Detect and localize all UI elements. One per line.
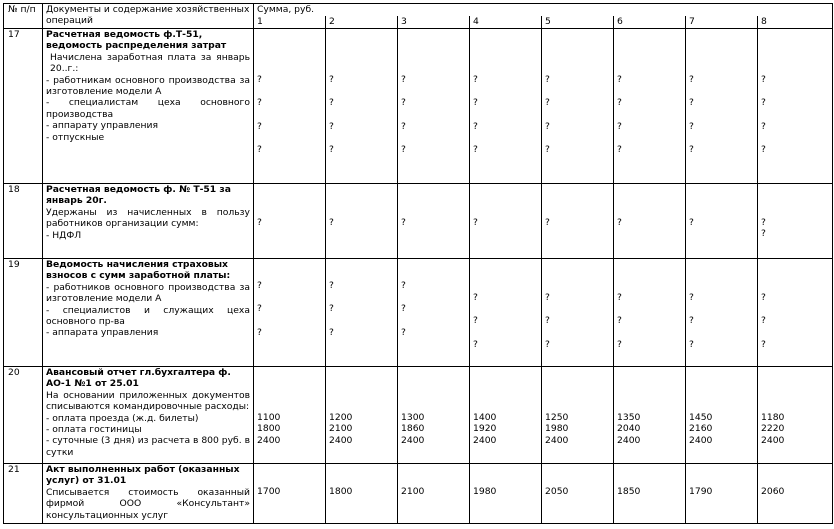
document-title: Расчетная ведомость ф.Т-51, ведомость распределения затрат: [46, 29, 227, 52]
amount-value: 2400: [257, 434, 281, 446]
amount-cell: [254, 367, 326, 464]
amount-value: ?: [617, 315, 622, 327]
amount-cell: [398, 29, 470, 184]
amount-value: ?: [329, 280, 334, 291]
amount-value: ?: [617, 292, 622, 303]
amount-value: ?: [617, 338, 622, 350]
amount-value: 1800: [257, 423, 281, 435]
amount-cell: [758, 367, 833, 464]
amount-value: 1920: [473, 423, 497, 435]
amount-value: ?: [401, 217, 406, 228]
amount-value: 1350: [617, 412, 641, 423]
amount-cell: [542, 29, 614, 184]
amount-cell: [398, 367, 470, 464]
amount-value: 2220: [761, 423, 785, 435]
amount-cell: [398, 259, 470, 367]
amount-value: ?: [689, 217, 694, 228]
row-number: 18: [4, 184, 43, 259]
operation-line: Начислена заработная плата за январь 20..г.:: [50, 51, 250, 75]
amount-value: ?: [329, 326, 334, 338]
amount-cell: [254, 259, 326, 367]
amount-value: ?: [617, 144, 622, 156]
amount-value: ?: [257, 144, 262, 156]
amount-value: 2400: [689, 434, 713, 446]
amount-value: ?: [473, 292, 478, 303]
amount-value: 1100: [257, 412, 281, 423]
amount-value: ?: [689, 292, 694, 303]
table-row: [4, 184, 833, 259]
row-description: [43, 29, 254, 184]
amount-value: 1980: [545, 423, 569, 435]
row-number: 19: [4, 259, 43, 367]
amount-cell: [614, 259, 686, 367]
amount-value: 1400: [473, 412, 497, 423]
row-description: [43, 184, 254, 259]
row-number: 20: [4, 367, 43, 464]
amount-value: 2400: [545, 434, 569, 446]
amount-cell: [758, 464, 833, 524]
column-number: 4: [470, 16, 542, 29]
amount-value: 2400: [473, 434, 497, 446]
amount-cell: [542, 464, 614, 524]
operation-line: - оплата гостиницы: [46, 424, 142, 436]
amount-value: ?: [257, 280, 262, 291]
amount-value: ?: [401, 303, 406, 315]
amount-value: ?: [761, 292, 766, 303]
amount-cell: [326, 29, 398, 184]
amount-value: 2060: [761, 486, 785, 497]
table-row: [4, 464, 833, 524]
amount-cell: [254, 29, 326, 184]
amount-value: 2400: [617, 434, 641, 446]
amount-value: ?: [329, 74, 334, 85]
amount-cell: [542, 259, 614, 367]
amount-value: ?: [257, 74, 262, 85]
amount-value: 2100: [401, 486, 425, 497]
amount-value: 1450: [689, 412, 713, 423]
amount-value: 2040: [617, 423, 641, 435]
amount-value: ?: [761, 120, 766, 132]
amount-value: ?: [545, 74, 550, 85]
amount-value: ?: [689, 144, 694, 156]
amount-value: ?: [473, 217, 478, 228]
column-number: 6: [614, 16, 686, 29]
amount-value: 2050: [545, 486, 569, 497]
amount-cell: [614, 464, 686, 524]
operation-line: - аппарату управления: [46, 120, 159, 132]
header-row: [4, 4, 833, 16]
operations-table: [3, 3, 833, 524]
amount-value: 1790: [689, 486, 713, 497]
row-number: 21: [4, 464, 43, 524]
amount-cell: [470, 464, 542, 524]
amount-value: ?: [401, 280, 406, 291]
amount-cell: [542, 184, 614, 259]
amount-value: ?: [761, 74, 766, 85]
amount-value: 2100: [329, 423, 353, 435]
amount-value: ?: [761, 338, 766, 350]
amount-value: ?: [329, 97, 334, 109]
amount-value: ?: [473, 338, 478, 350]
row-number: 17: [4, 29, 43, 184]
amount-value: ?: [257, 326, 262, 338]
amount-value: ?: [545, 120, 550, 132]
amount-cell: [254, 184, 326, 259]
amount-value: ?: [473, 144, 478, 156]
amount-value: ?: [617, 74, 622, 85]
amount-value: ?: [401, 144, 406, 156]
amount-value: 1980: [473, 486, 497, 497]
operation-line: - суточные (3 дня) из расчета в 800 руб. в сутки: [46, 435, 250, 458]
operation-line: - НДФЛ: [46, 229, 82, 241]
amount-value: ?: [257, 97, 262, 109]
amount-cell: [470, 29, 542, 184]
amount-value: ?: [689, 97, 694, 109]
operation-line: - специалистам цеха основного производства: [46, 97, 250, 120]
amount-value: ?: [401, 97, 406, 109]
row-description: [43, 367, 254, 464]
amount-cell: [686, 259, 758, 367]
amount-cell: [686, 184, 758, 259]
amount-value: ?: [617, 97, 622, 109]
amount-cell: [758, 29, 833, 184]
document-title: Акт выполненных работ (оказанных услуг) от 31.01: [46, 464, 240, 487]
amount-value: ?: [257, 217, 262, 228]
amount-value: ?: [545, 292, 550, 303]
amount-value: 2160: [689, 423, 713, 435]
column-number: 1: [254, 16, 326, 29]
amount-value: 2400: [401, 434, 425, 446]
document-title: Расчетная ведомость ф. № Т-51 за январь 20г.: [46, 184, 231, 207]
amount-value: ?: [761, 97, 766, 109]
amount-cell: [326, 259, 398, 367]
amount-value: ?: [473, 120, 478, 132]
amount-value: 1200: [329, 412, 353, 423]
amount-value: ?: [689, 338, 694, 350]
amount-value: ?: [401, 326, 406, 338]
amount-cell: [470, 259, 542, 367]
amount-value: ?: [761, 144, 766, 156]
amount-cell: [542, 367, 614, 464]
sum-header: Сумма, руб.: [254, 4, 833, 16]
operation-line: На основании приложенных документов списываются командировочные расходы:: [46, 389, 250, 413]
amount-value: 2400: [761, 434, 785, 446]
amount-cell: [686, 367, 758, 464]
operation-line: - работникам основного производства за изготовление модели А: [46, 74, 250, 98]
docs-header: Документы и содержание хозяйственных операций: [43, 4, 254, 29]
amount-cell: [686, 464, 758, 524]
amount-value: ?: [689, 315, 694, 327]
amount-value: ?: [545, 217, 550, 228]
amount-cell: [758, 259, 833, 367]
document-title: Ведомость начисления страховых взносов с сумм заработной платы:: [46, 259, 231, 282]
amount-value: 1180: [761, 412, 785, 423]
table-row: [4, 259, 833, 367]
amount-value: ?: [545, 144, 550, 156]
operation-line: - отпускные: [46, 131, 105, 143]
amount-value: ?: [689, 74, 694, 85]
amount-cell: [614, 184, 686, 259]
amount-value: 1300: [401, 412, 425, 423]
amount-value: ?: [257, 120, 262, 132]
operation-line: Списывается стоимость оказанный фирмой ООО «Консультант» консультационных услуг: [46, 486, 250, 521]
table-row: [4, 367, 833, 464]
operation-line: - оплата проезда (ж.д. билеты): [46, 412, 199, 424]
amount-cell: [326, 184, 398, 259]
amount-value: 1850: [617, 486, 641, 497]
amount-value: ?: [473, 97, 478, 109]
amount-value: ?: [473, 74, 478, 85]
amount-value: ?: [761, 228, 766, 240]
amount-cell: [326, 464, 398, 524]
amount-cell: [686, 29, 758, 184]
amount-value: ?: [401, 74, 406, 85]
amount-value: ?: [545, 315, 550, 327]
amount-cell: [326, 367, 398, 464]
column-number: 2: [326, 16, 398, 29]
column-number: 7: [686, 16, 758, 29]
amount-value: ?: [617, 217, 622, 228]
amount-value: ?: [329, 303, 334, 315]
amount-value: ?: [617, 120, 622, 132]
amount-value: ?: [473, 315, 478, 327]
amount-value: ?: [761, 217, 766, 228]
column-number: 5: [542, 16, 614, 29]
amount-cell: [470, 184, 542, 259]
amount-value: ?: [545, 338, 550, 350]
amount-cell: [398, 184, 470, 259]
num-header: № п/п: [4, 4, 43, 29]
document-title: Авансовый отчет гл.бухгалтера ф. АО-1 №1 от 25.01: [46, 367, 231, 390]
amount-value: 1250: [545, 412, 569, 423]
amount-value: ?: [329, 120, 334, 132]
amount-value: ?: [329, 217, 334, 228]
operation-line: - аппарата управления: [46, 327, 159, 339]
amount-value: 1800: [329, 486, 353, 497]
table-row: [4, 29, 833, 184]
amount-value: 1700: [257, 486, 281, 497]
amount-cell: [758, 184, 833, 259]
amount-cell: [470, 367, 542, 464]
amount-cell: [614, 367, 686, 464]
row-description: [43, 464, 254, 524]
amount-cell: [398, 464, 470, 524]
amount-value: ?: [761, 315, 766, 327]
amount-value: 2400: [329, 434, 353, 446]
amount-value: ?: [545, 97, 550, 109]
amount-cell: [254, 464, 326, 524]
column-number: 3: [398, 16, 470, 29]
amount-value: 1860: [401, 423, 425, 435]
operation-line: - работников основного производства за изготовление модели А: [46, 281, 250, 305]
amount-cell: [614, 29, 686, 184]
amount-value: ?: [257, 303, 262, 315]
operation-line: - специалистов и служащих цеха основного пр-ва: [46, 304, 250, 328]
row-description: [43, 259, 254, 367]
amount-value: ?: [401, 120, 406, 132]
column-number: 8: [758, 16, 833, 29]
operation-line: Удержаны из начисленных в пользу работников организации сумм:: [46, 206, 250, 230]
amount-value: ?: [689, 120, 694, 132]
amount-value: ?: [329, 144, 334, 156]
